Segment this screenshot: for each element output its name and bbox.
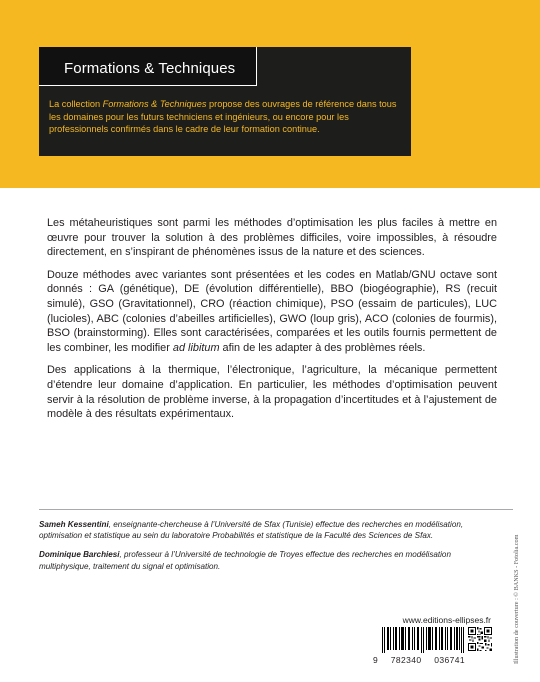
summary-paragraph-2	[47, 268, 497, 356]
author-name: Sameh Kessentini	[39, 520, 109, 529]
summary-p2-italic: ad libitum	[172, 341, 220, 354]
author-name: Dominique Barchiesi	[39, 550, 120, 560]
author-bio	[39, 549, 491, 571]
barcode-group-1: 782340	[390, 655, 422, 665]
series-box	[39, 47, 411, 156]
series-title-bar	[39, 47, 257, 86]
series-desc-text-end: propose des ouvrages de référence dans tous les domaines pour les futurs techniciens et ingénieurs, ou encore pour les professionnels confirmés dans le cadre de leur formation continue.	[49, 99, 397, 135]
series-desc-italic: Formations & Techniques	[102, 99, 207, 109]
barcode-number	[373, 655, 465, 665]
cover-illustration-credit: Illustration de couverture : © BANKS - Fotolia.com	[513, 534, 520, 664]
author-bio-text: , enseignante-chercheuse à l’Université de Sfax (Tunisie) effectue des recherches en modélisation, optimisation et statistique au sein du laboratoire Probabilités et statistique de la Faculté des Sciences de Sfax.	[39, 520, 464, 541]
author-bios	[39, 519, 491, 580]
summary-paragraph-1: Les métaheuristiques sont parmi les méthodes d’optimisation les plus faciles à mettre en œuvre pour trouver la solution à des problèmes difficiles, voire impossibles, à résoudre directement, en s’inspirant de phénomènes issus de la nature et des sciences.	[47, 217, 497, 259]
barcode-group-2: 036741	[434, 655, 465, 665]
author-bio-text: , professeur à l’Université de technologie de Troyes effectue des recherches en modélisation multiphysique, traitement du signal et optimisation.	[39, 550, 451, 571]
barcode-first-digit: 9	[373, 655, 379, 665]
series-description	[49, 98, 405, 136]
summary-paragraph-3: Des applications à la thermique, l’électronique, l’agriculture, la mécanique permettent d’étendre leur domaine d’application. En particulier, les méthodes d’optimisation peuvent servir à la résolution de problème inverse, à la propagation d’incertitudes et à l’ajustement de modèle à des résultats expérimentaux.	[47, 364, 497, 421]
book-summary	[47, 216, 497, 430]
series-title: Formations & Techniques	[64, 60, 236, 77]
divider	[39, 509, 513, 510]
series-desc-text: La collection	[49, 99, 103, 109]
summary-p2-text-end: afin de les adapter à des problèmes réels.	[219, 341, 426, 354]
publisher-website[interactable]: www.editions-ellipses.fr	[402, 615, 491, 625]
barcode	[382, 627, 464, 653]
qr-code	[468, 627, 492, 651]
author-bio	[39, 519, 491, 541]
summary-p2-text: Douze méthodes avec variantes sont présentées et les codes en Matlab/GNU octave sont donnés : GA (génétique), DE (évolution différentielle), BBO (biogéographie), RS (recuit simulé), GSO (Gravitationnel), CRO (réaction chimique), PSO (essaim de particules), LUC (lucioles), ABC (colonies d’abeilles artificielles), GWO (loup gris), ACO (colonies de fourmis), BSO (brainstorming). Elles sont caractérisées, comparées et les outils fournis permettent de les combiner, les modifier	[47, 268, 497, 354]
